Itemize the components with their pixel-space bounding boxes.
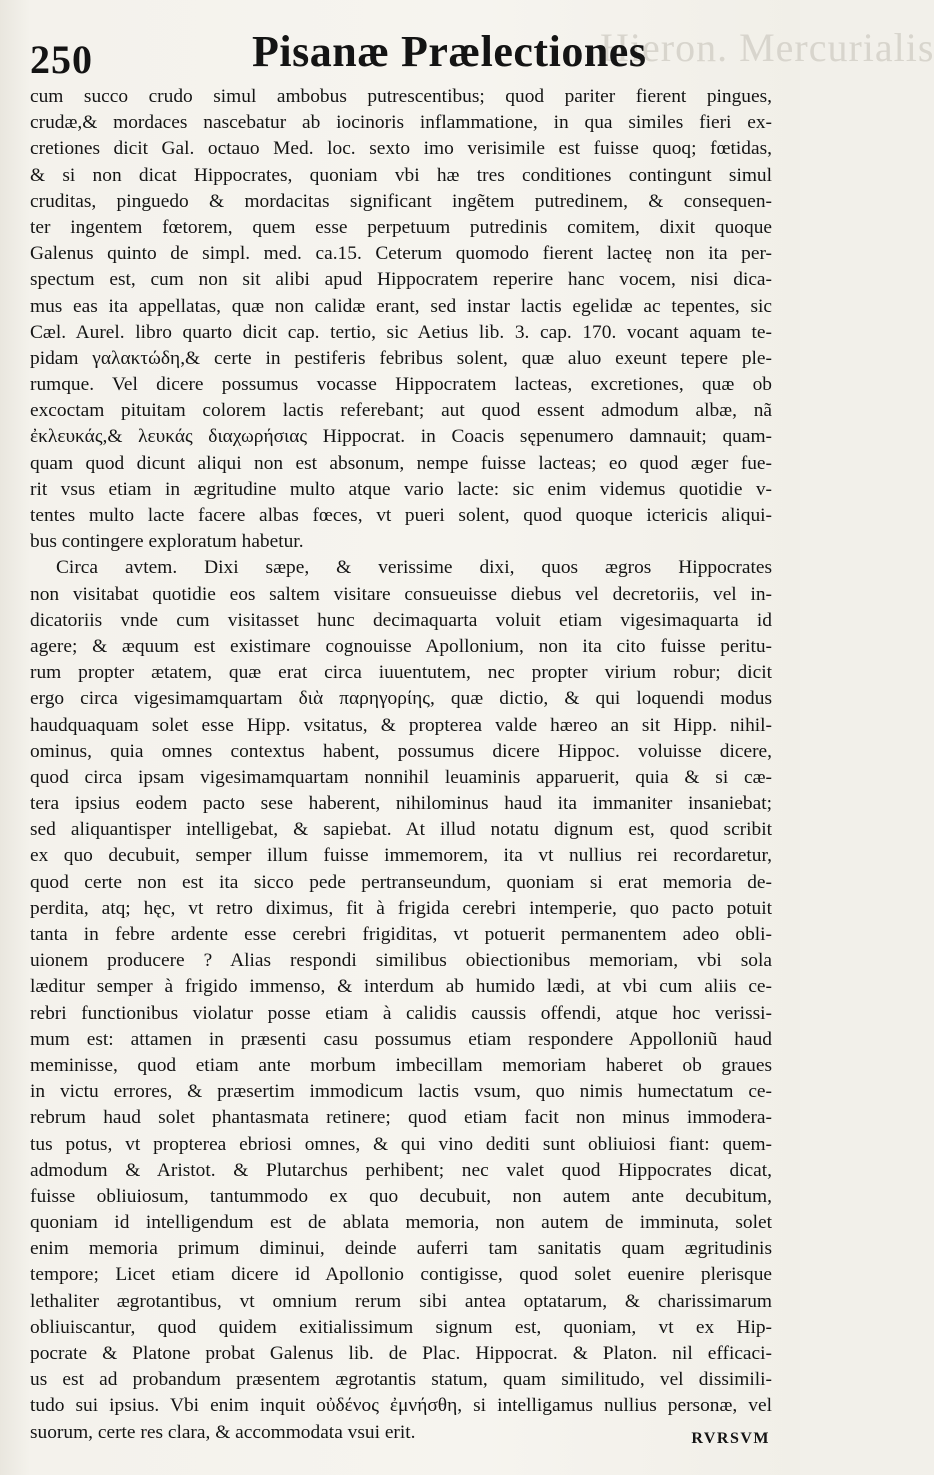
page-header (26, 20, 780, 80)
section-lemma-line: Circa avtem. Dixi sæpe, & verissime dixi, quos ægros Hippocrates (56, 557, 772, 579)
body-text (30, 84, 772, 1446)
text-line: Galenus quinto de simpl. med. ca.15. Ceterum quomodo fierent lacteę non ita per- (30, 243, 772, 265)
text-line: mum est: attamen in præsenti casu possumus etiam respondere Appolloniũ haud (30, 1028, 772, 1050)
text-line: rebrum haud solet phantasmata retinere; quod etiam facit non minus immodera- (30, 1107, 772, 1129)
text-line: dicatoriis vnde cum visitasset hunc decimaquarta voluit etiam vigesimaquarta id (30, 609, 772, 631)
catchword: RVRSVM (691, 1430, 770, 1447)
text-line: enim memoria primum diminui, deinde auferri tam sanitatis quam ægritudinis (30, 1238, 772, 1260)
running-head: Pisanæ Prælectiones (252, 27, 647, 76)
text-line: sed aliquantisper intelligebat, & sapiebat. At illud notatu dignum est, quod scribit (30, 819, 772, 841)
text-line: tera ipsius eodem pacto sese haberent, nihilominus haud ita immaniter insaniebat; (30, 793, 772, 815)
text-line: us est ad probandum præsentem ægrotantis statum, quam similitudo, vel dissimili- (30, 1369, 772, 1391)
text-line: pidam γαλακτώδη,& certe in pestiferis febribus solent, quæ aluo exeunt tepere ple- (30, 347, 772, 369)
text-line: pocrate & Platone probat Galenus lib. de Plac. Hippocrat. & Platon. nil efficaci- (30, 1343, 772, 1364)
text-line: ἐκλευκάς,& λευκάς διαχωρήσιας Hippocrat. in Coacis sępenumero damnauit; quam- (30, 426, 772, 448)
text-line: quoniam id intelligendum est de ablata memoria, non autem de imminuta, solet (30, 1212, 772, 1234)
text-line: obliuiscantur, quod quidem exitialissimum signum est, quoniam, vt ex Hip- (30, 1316, 772, 1338)
text-line: & si non dicat Hippocrates, quoniam vbi hæ tres conditiones contingunt simul (30, 164, 772, 186)
bleed-through-text: Hieron. Mercurialis (600, 25, 934, 70)
text-line: in victu errores, & præsertim immodicum lactis vsum, quo nimis humectatum ce- (30, 1081, 772, 1103)
page-number: 250 (30, 37, 93, 82)
text-line: quod circa ipsam vigesimamquartam nonnihil leuaminis apparuerit, quia & si cæ- (30, 766, 772, 788)
text-line: Cæl. Aurel. libro quarto dicit cap. tertio, sic Aetius lib. 3. cap. 170. vocant aquam te- (30, 321, 772, 343)
text-line: rit vsus etiam in ægritudine multo atque vario lacte: sic enim videmus quotidie v- (30, 478, 772, 500)
text-line: cruditas, pinguedo & mordacitas significant ingẽtem putredinem, & consequen- (30, 190, 772, 212)
text-line: tanta in febre ardente esse cerebri frigiditas, vt potuerit permanentem adeo obli- (30, 924, 772, 945)
text-line: quam quod dicunt aliqui non est absonum, nempe fuisse lacteas; eo quod æger fue- (30, 452, 772, 474)
text-line: uionem producere ? Alias respondi similibus obiectionibus memoriam, vbi sola (30, 950, 772, 972)
text-line: tempore; Licet etiam dicere id Apollonio contigisse, quod solet euenire plerisque (30, 1264, 772, 1286)
text-line: perdita, atq; hęc, vt retro diximus, fit à frigida cerebri intemperie, quo pacto potuit (30, 897, 772, 919)
text-line: cum succo crudo simul ambobus putrescentibus; quod pariter fierent pingues, (30, 86, 772, 107)
paragraph-end-line: bus contingere exploratum habetur. (30, 531, 304, 553)
text-line: tus potus, vt propterea ebriosi omnes, & qui vino dediti sunt obliuiosi fiant: quem- (30, 1133, 772, 1155)
paragraph-end-line: suorum, certe res clara, & accommodata vsui erit. (30, 1421, 416, 1443)
text-line: lethaliter ægrotantibus, vt omnium rerum sibi antea optatarum, & charissimarum (30, 1290, 772, 1312)
text-line: admodum & Aristot. & Plutarchus perhibent; nec valet quod Hippocrates dicat, (30, 1159, 772, 1181)
text-line: ter ingentem fœtorem, quem esse perpetuum putredinis comitem, dixit quoque (30, 216, 772, 238)
text-line: tentes multo lacte facere albas fœces, vt pueri solent, quod quoque ictericis aliqui- (30, 505, 772, 526)
text-line: læditur semper à frigido immenso, & interdum ab humido lædi, at vbi cum aliis ce- (30, 976, 772, 998)
text-line: agere; & æquum est existimare cognouisse Apollonium, non ita cito fuisse peritu- (30, 635, 772, 657)
text-line: rebri functionibus violatur posse etiam à calidis caussis offendi, atque hoc verissi- (30, 1002, 772, 1024)
text-line: meminisse, quod etiam ante morbum imbecillam memoriam haberet ob graues (30, 1054, 772, 1076)
text-line: cretiones dicit Gal. octauo Med. loc. sexto imo verisimile est fuisse quoq; fœtidas, (30, 138, 772, 160)
text-line: rum propter ætatem, quæ erat circa iuuentutem, nec propter virium robur; dicit (30, 662, 772, 684)
text-line: mus eas ita appellatas, quæ non calidæ erant, sed instar lactis egelidæ ac tepentes, sic (30, 295, 772, 317)
text-line: crudæ,& mordaces nascebatur ab iocinoris inflammatione, in qua similes fieri ex- (30, 112, 772, 134)
text-line: quod certe non est ita sicco pede pertranseundum, quoniam si erat memoria de- (30, 871, 772, 893)
text-line: spectum est, cum non sit alibi apud Hippocratem reperire hanc vocem, nisi dica- (30, 269, 772, 291)
text-line: excoctam pituitam colorem lactis referebant; aut quod essent admodum albæ, nã (30, 400, 772, 422)
text-line: ergo circa vigesimamquartam διὰ παρηγορίης, quæ dictio, & qui loquendi modus (30, 688, 772, 710)
text-line: haudquaquam solet esse Hipp. vsitatus, & propterea valde hæreo an sit Hipp. nihil- (30, 714, 772, 736)
text-line: ex quo decubuit, semper illum fuisse immemorem, ita vt nullius rei recordaretur, (30, 845, 772, 867)
text-line: tudo sui ipsius. Vbi enim inquit οὐδένος ἐμνήσθη, si intelligamus nullius personæ, vel (30, 1395, 772, 1417)
text-line: non visitabat quotidie eos saltem visitare consueuisse diebus vel decretoriis, vel in- (30, 583, 772, 605)
text-line: fuisse obliuiosum, tantummodo ex quo decubuit, non autem ante decubitum, (30, 1185, 772, 1207)
text-line: ominus, quia omnes contextus habent, possumus dicere Hippoc. voluisse dicere, (30, 740, 772, 762)
text-line: rumque. Vel dicere possumus vocasse Hippocratem lacteas, excretiones, quæ ob (30, 374, 772, 396)
